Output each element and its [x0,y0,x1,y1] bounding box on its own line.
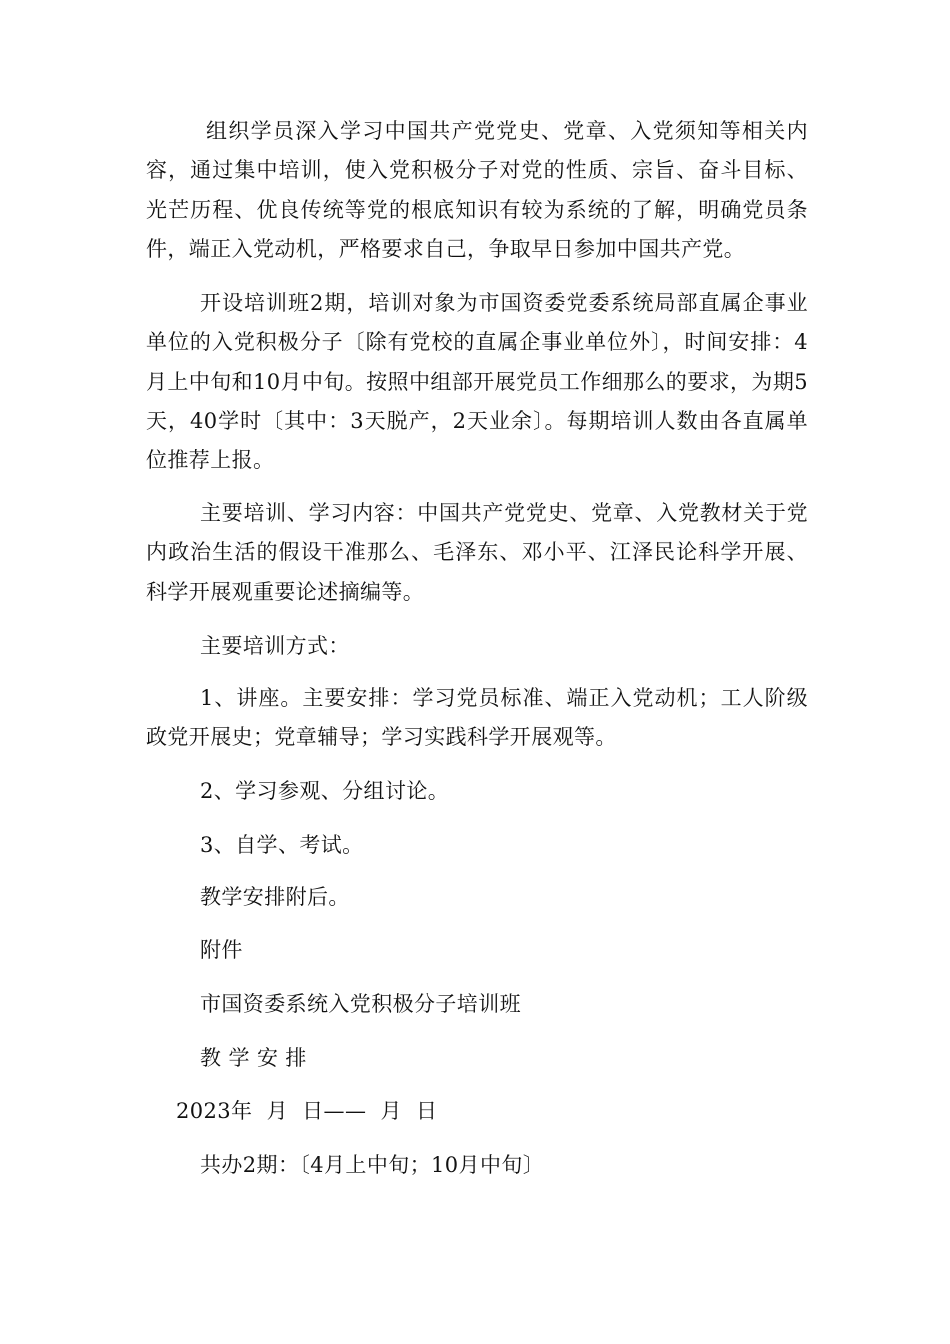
attachment-label: 附件 [200,938,243,962]
paragraph-training-content: 主要培训、学习内容：中国共产党党史、党章、入党教材关于党内政治生活的假设干准那么、毛泽东、邓小平、江泽民论科学开展、科学开展观重要论述摘编等。 [146,501,808,604]
date-range-line: 2023年 月 日—— 月 日 [176,1099,438,1123]
sessions-count-line: 共办2期：〔4月上中旬；10月中旬〕 [200,1153,545,1177]
schedule-attached-note: 教学安排附后。 [200,885,350,909]
paragraph-lectures: 1、讲座。主要安排：学习党员标准、端正入党动机；工人阶级政党开展史；党章辅导；学习实践科学开展观等。 [146,686,808,750]
training-class-title: 市国资委系统入党积极分子培训班 [200,992,521,1016]
paragraph-training-methods-heading: 主要培训方式： [200,634,350,658]
paragraph-training-classes: 开设培训班2期，培训对象为市国资委党委系统局部直属企事业单位的入党积极分子〔除有党校的直属企事业单位外〕，时间安排：4月上中旬和10月中旬。按照中组部开展党员工作细那么的要求，为期5天，40学时〔其中：3天脱产，2天业余〕。每期培训人数由各直属单位推荐上报。 [146,291,808,473]
list-item-self-study-exam: 3、自学、考试。 [200,833,364,857]
teaching-schedule-heading: 教 学 安 排 [200,1046,307,1070]
paragraph-purpose: 组织学员深入学习中国共产党党史、党章、入党须知等相关内容，通过集中培训，使入党积极分子对党的性质、宗旨、奋斗目标、光芒历程、优良传统等党的根底知识有较为系统的了解，明确党员条件，端正入党动机，严格要求自己，争取早日参加中国共产党。 [146,119,808,261]
list-item-visits-discussion: 2、学习参观、分组讨论。 [200,779,450,803]
